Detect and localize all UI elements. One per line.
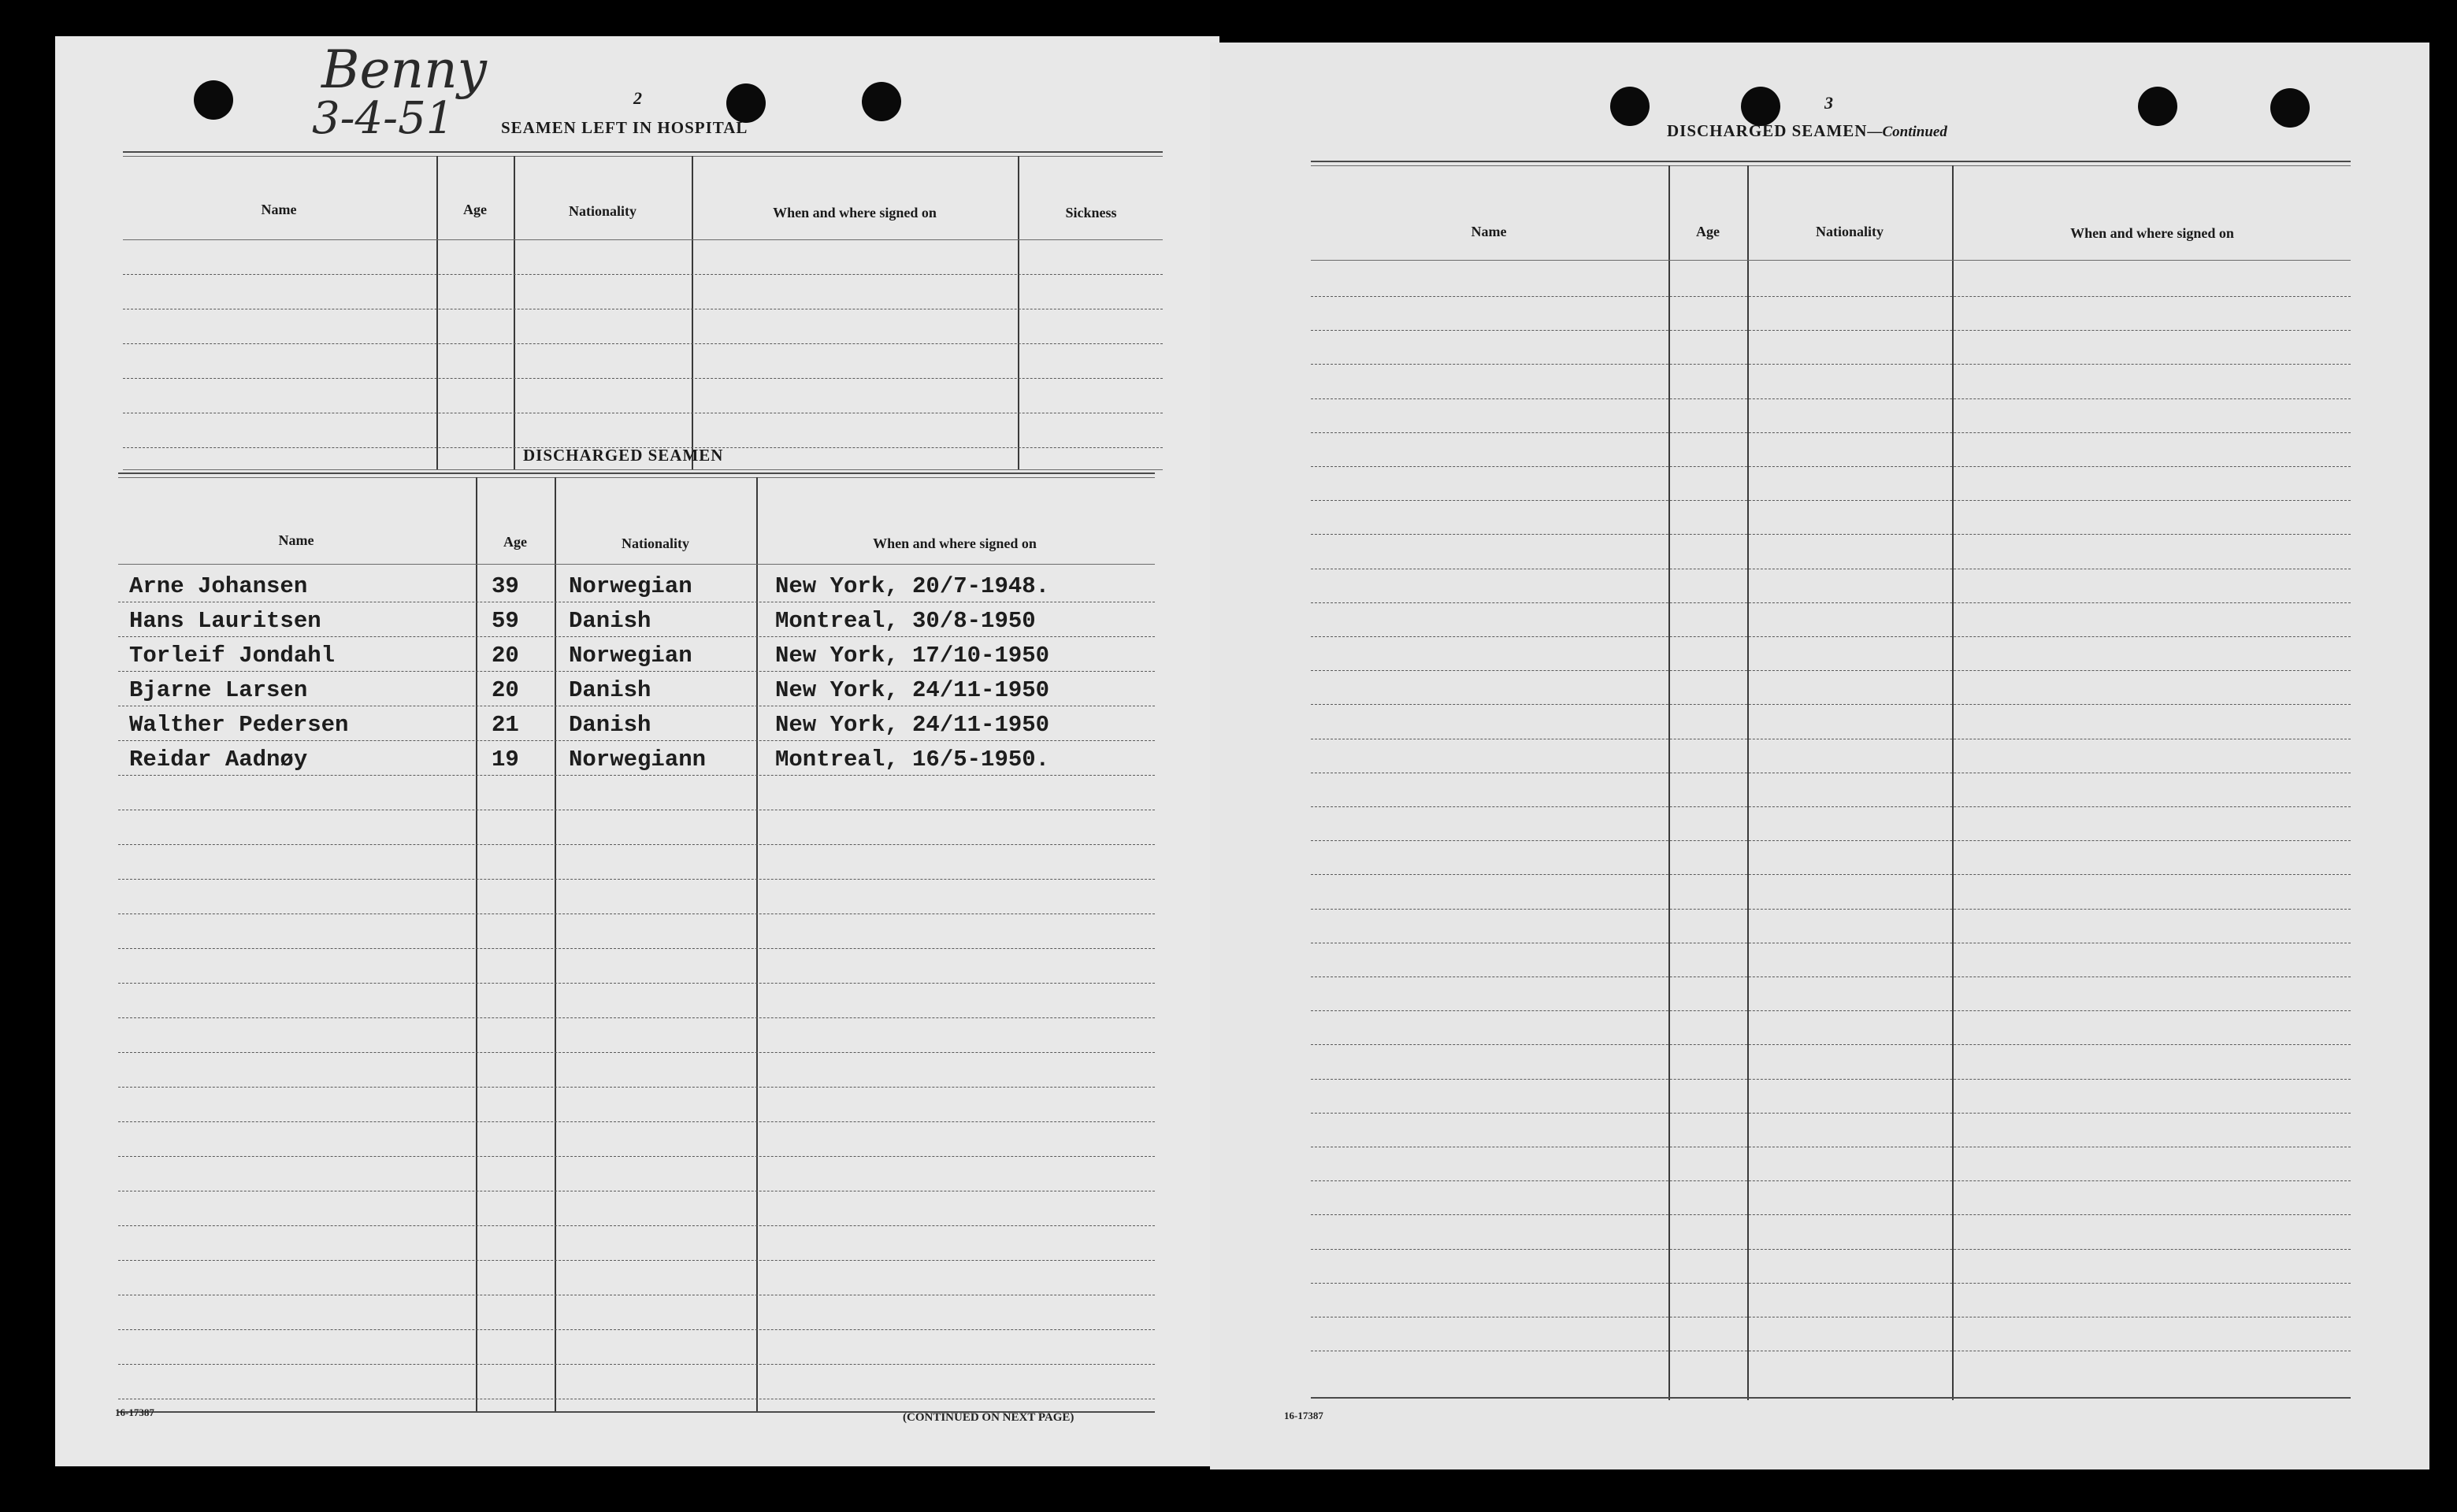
cell-age: 39 (492, 573, 519, 599)
table-row-rule (1311, 909, 2351, 910)
table-row-rule (1311, 1180, 2351, 1181)
table-row-rule (1311, 1283, 2351, 1284)
table-row-rule (1311, 500, 2351, 501)
handwritten-name: Benny (321, 39, 487, 100)
table-row-rule (118, 775, 1155, 776)
table-row-rule (118, 879, 1155, 880)
col-header-nationality: Nationality (568, 203, 637, 219)
cell-age: 19 (492, 747, 519, 773)
title-text: DISCHARGED SEAMEN (1667, 121, 1868, 140)
discharged-table (118, 472, 1155, 1414)
punch-hole (2138, 87, 2177, 126)
cell-name: Torleif Jondahl (129, 643, 336, 669)
table-row-rule (1311, 840, 2351, 841)
table-row-rule (1311, 1044, 2351, 1045)
table-row-rule (1311, 432, 2351, 433)
discharged-section-title: DISCHARGED SEAMEN (523, 446, 724, 465)
cell-nationality: Norwegiann (569, 747, 707, 773)
table-row-rule (118, 1052, 1155, 1053)
table-row-rule (118, 1156, 1155, 1157)
table-row-rule (118, 1121, 1155, 1122)
col-header-nationality: Nationality (621, 536, 689, 551)
table-row-rule (118, 1225, 1155, 1226)
table-row-rule (1311, 534, 2351, 535)
title-suffix: —Continued (1867, 124, 1947, 140)
col-header-age: Age (463, 202, 487, 217)
table-row-rule (118, 1087, 1155, 1088)
punch-hole (1741, 87, 1780, 126)
table-row-rule (1311, 874, 2351, 875)
page-number: 2 (633, 88, 642, 108)
cell-signed-on: New York, 24/11-1950 (775, 712, 1050, 738)
col-header-signed-on: When and where signed on (773, 205, 937, 220)
table-row-rule (1311, 1214, 2351, 1215)
discharged-continued-table (1311, 161, 2351, 1400)
cell-nationality: Norwegian (569, 573, 692, 599)
col-header-nationality: Nationality (1815, 224, 1884, 239)
form-number: 16-17387 (115, 1406, 154, 1418)
cell-nationality: Danish (569, 608, 651, 634)
col-header-age: Age (1696, 224, 1720, 239)
punch-hole (726, 83, 766, 123)
cell-name: Arne Johansen (129, 573, 308, 599)
cell-age: 21 (492, 712, 519, 738)
col-header-name: Name (261, 202, 297, 217)
table-row-rule (1311, 1249, 2351, 1250)
col-header-name: Name (278, 532, 314, 548)
table-row-rule (118, 740, 1155, 741)
cell-name: Reidar Aadnøy (129, 747, 308, 773)
cell-signed-on: Montreal, 30/8-1950 (775, 608, 1036, 634)
cell-signed-on: Montreal, 16/5-1950. (775, 747, 1050, 773)
col-header-name: Name (1471, 224, 1507, 239)
cell-age: 59 (492, 608, 519, 634)
form-number: 16-17387 (1284, 1410, 1323, 1421)
left-page (55, 36, 1219, 1466)
table-row-rule (118, 844, 1155, 845)
table-row-rule (118, 948, 1155, 949)
cell-nationality: Danish (569, 712, 651, 738)
punch-hole (862, 82, 901, 121)
table-row-rule (118, 1017, 1155, 1018)
table-row-rule (118, 983, 1155, 984)
table-row-rule (1311, 602, 2351, 603)
page-number: 3 (1824, 93, 1833, 113)
table-row-rule (1311, 1010, 2351, 1011)
cell-name: Hans Lauritsen (129, 608, 321, 634)
table-row-rule (1311, 806, 2351, 807)
table-row-rule (1311, 398, 2351, 399)
cell-name: Walther Pedersen (129, 712, 349, 738)
cell-signed-on: New York, 20/7-1948. (775, 573, 1050, 599)
cell-age: 20 (492, 643, 519, 669)
hospital-section-title: SEAMEN LEFT IN HOSPITAL (501, 118, 748, 137)
col-header-sickness: Sickness (1065, 205, 1117, 220)
table-row-rule (118, 1364, 1155, 1365)
table-row-rule (118, 671, 1155, 672)
table-row-rule (1311, 330, 2351, 331)
table-row-rule (1311, 1079, 2351, 1080)
cell-age: 20 (492, 677, 519, 703)
table-row-rule (118, 1260, 1155, 1261)
punch-hole (2270, 88, 2310, 128)
cell-signed-on: New York, 17/10-1950 (775, 643, 1050, 669)
hospital-table (123, 151, 1163, 474)
col-header-age: Age (503, 534, 527, 550)
col-header-signed-on: When and where signed on (2070, 225, 2234, 241)
discharged-continued-title (1667, 121, 1947, 141)
table-row-rule (118, 636, 1155, 637)
table-row-rule (118, 1329, 1155, 1330)
table-row-rule (1311, 466, 2351, 467)
table-row-rule (1311, 364, 2351, 365)
continued-note: (CONTINUED ON NEXT PAGE) (903, 1411, 1074, 1424)
punch-hole (1610, 87, 1650, 126)
cell-nationality: Norwegian (569, 643, 692, 669)
table-row-rule (1311, 670, 2351, 671)
cell-signed-on: New York, 24/11-1950 (775, 677, 1050, 703)
table-row-rule (1311, 1113, 2351, 1114)
table-row-rule (1311, 704, 2351, 705)
col-header-signed-on: When and where signed on (873, 536, 1037, 551)
table-row-rule (1311, 976, 2351, 977)
table-row-rule (1311, 636, 2351, 637)
cell-nationality: Danish (569, 677, 651, 703)
table-row-rule (1311, 296, 2351, 297)
cell-name: Bjarne Larsen (129, 677, 308, 703)
right-page (1210, 43, 2429, 1469)
punch-hole (194, 80, 233, 120)
handwritten-date: 3-4-51 (312, 93, 455, 144)
